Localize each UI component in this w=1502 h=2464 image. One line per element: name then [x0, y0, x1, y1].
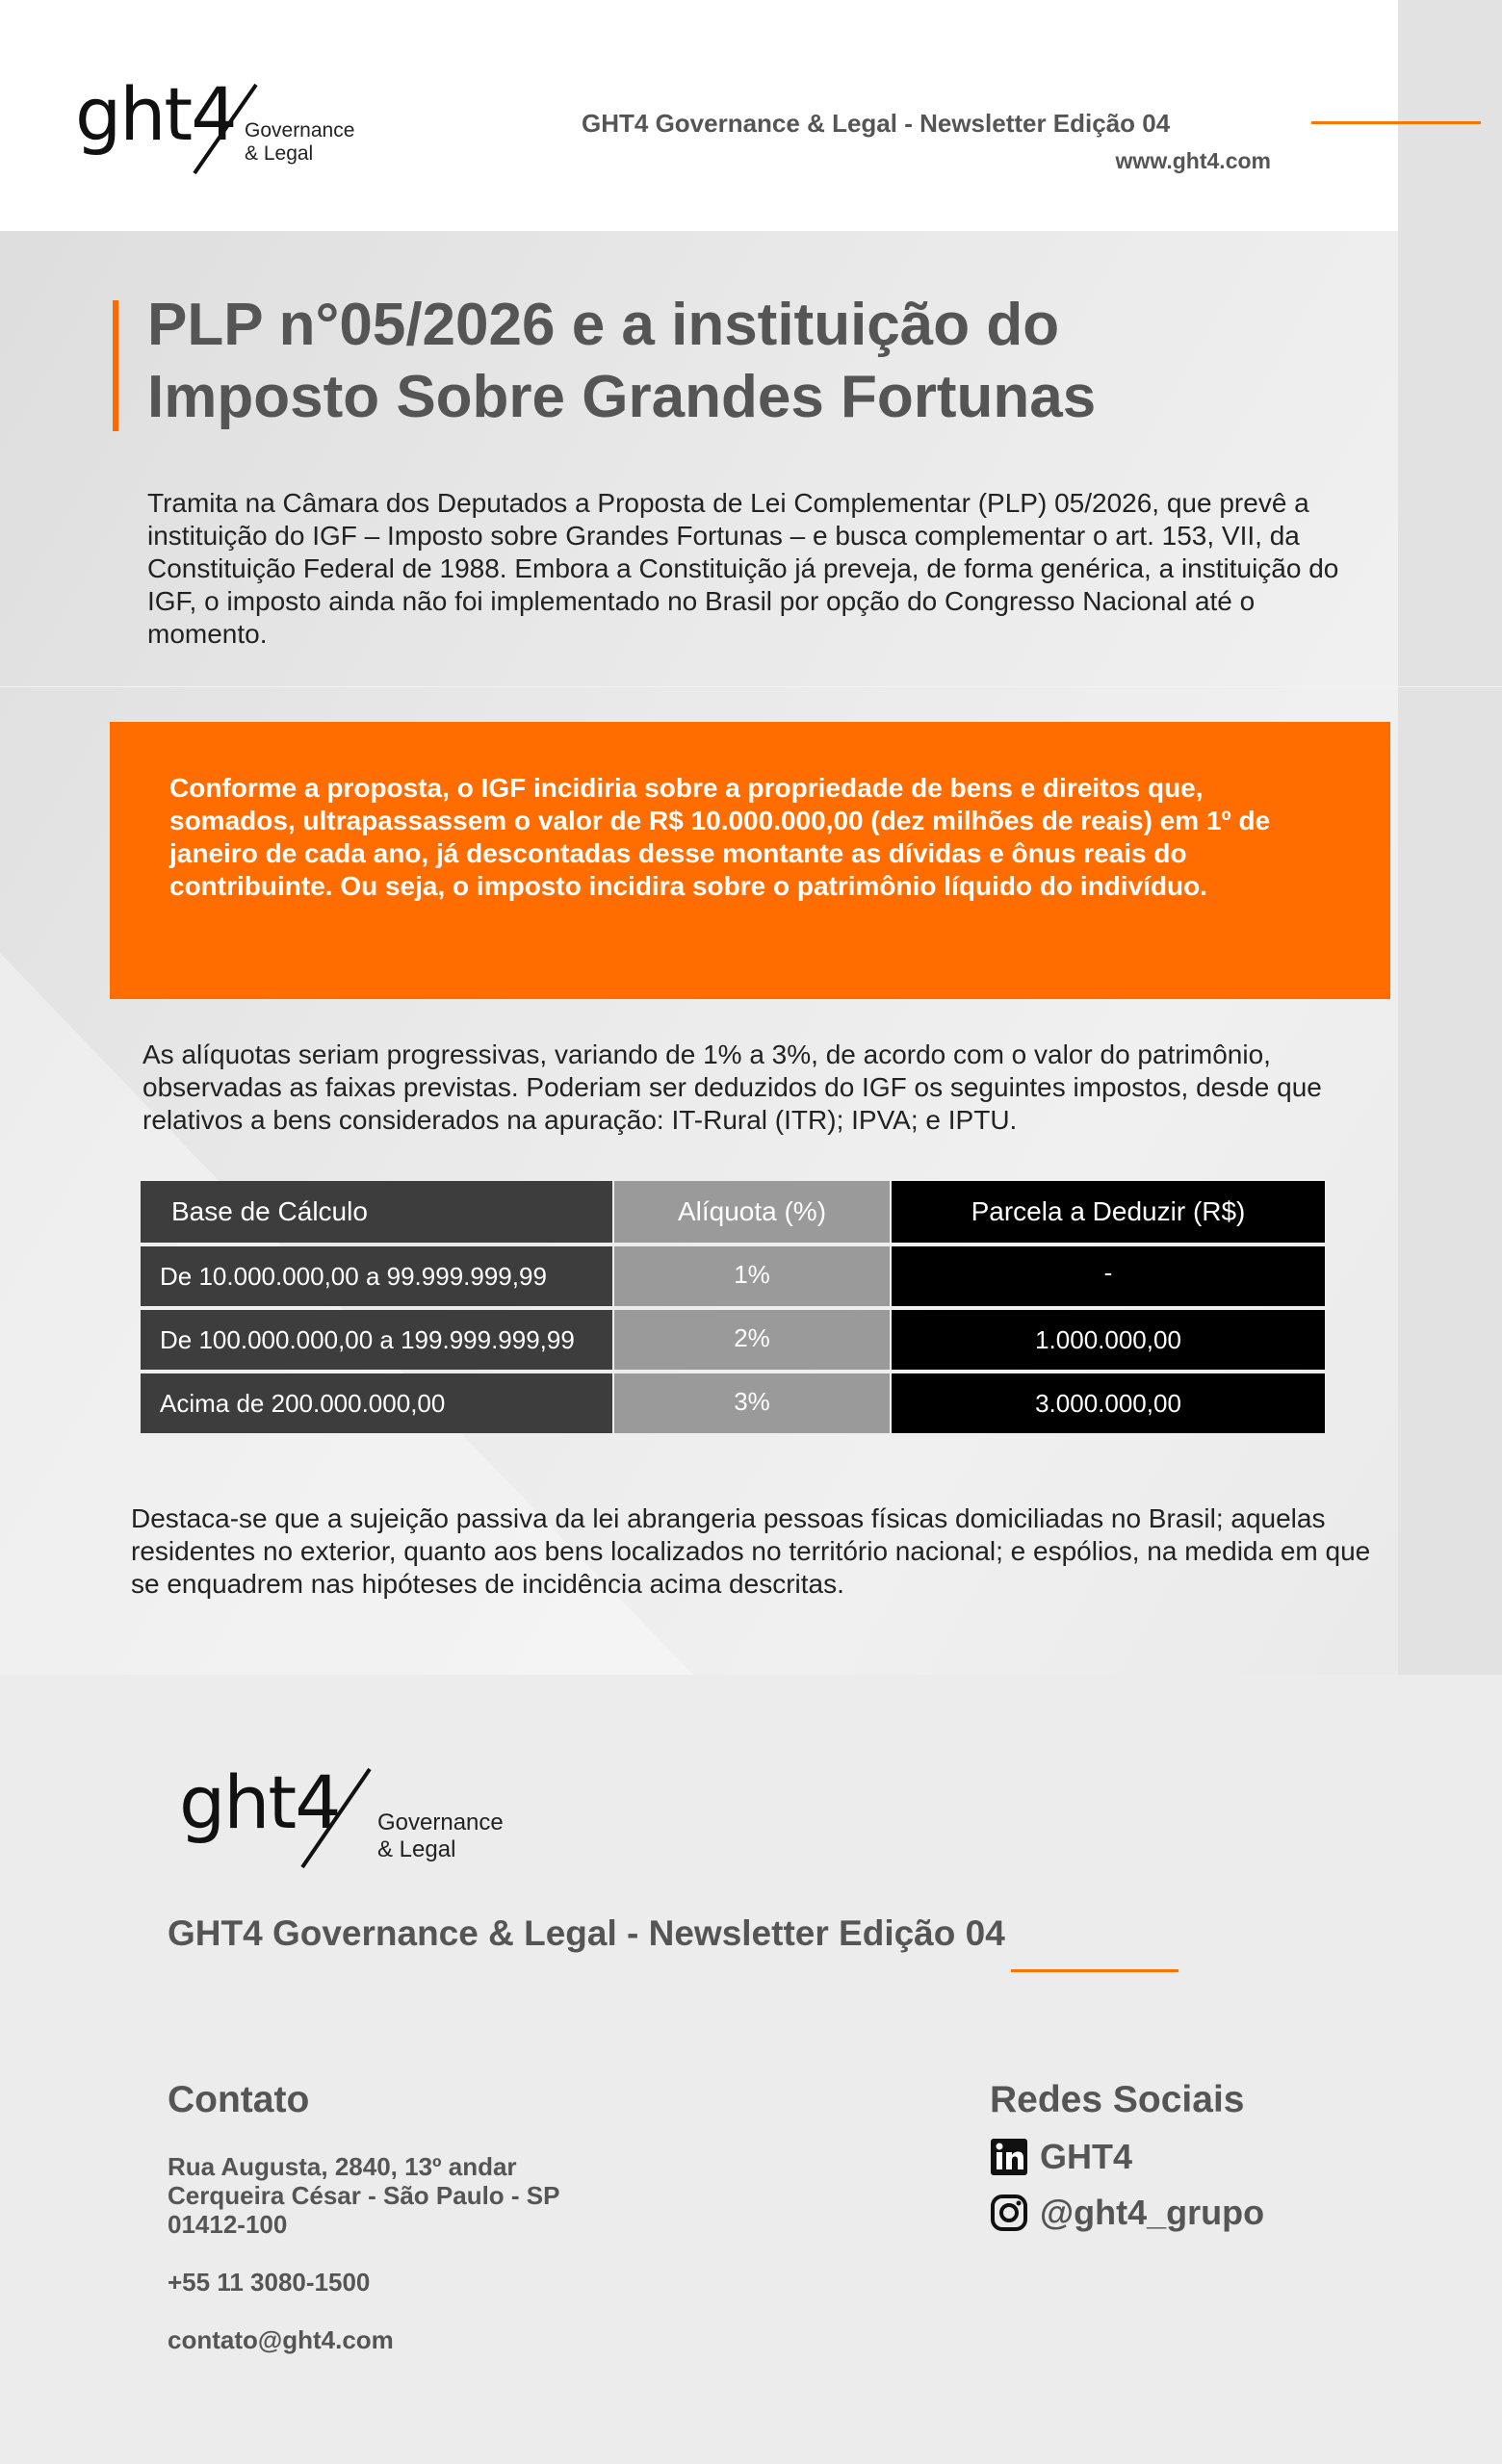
logo-wordmark: ght4 — [179, 1759, 340, 1845]
page-title: PLP n°05/2026 e a instituição do Imposto Sobre Grandes Fortunas — [147, 292, 1097, 430]
table-cell: - — [892, 1246, 1325, 1306]
tax-rate-table — [141, 1181, 1325, 1437]
header-accent-line — [1311, 121, 1481, 124]
email-link[interactable]: contato@ght4.com — [168, 2325, 394, 2354]
linkedin-label: GHT4 — [1040, 2137, 1133, 2176]
footer-newsletter-title: GHT4 Governance & Legal - Newsletter Edição 04 — [168, 1913, 1005, 1953]
header — [0, 0, 1398, 231]
right-decoration-strip — [1398, 0, 1502, 1675]
table-cell: 3% — [614, 1373, 890, 1433]
linkedin-icon — [990, 2138, 1028, 2176]
instagram-label: @ght4_grupo — [1040, 2193, 1265, 2232]
table-cell: 2% — [614, 1310, 890, 1370]
table-header-aliquota: Alíquota (%) — [614, 1181, 890, 1243]
logo-slash-icon — [293, 1765, 379, 1871]
table-header-base: Base de Cálculo — [141, 1181, 612, 1243]
phone-number[interactable]: +55 11 3080-1500 — [168, 2268, 371, 2297]
intro-paragraph: Tramita na Câmara dos Deputados a Proposta de Lei Complementar (PLP) 05/2026, que prevê a instituição do IGF – Imposto sobre Grandes Fortunas – e busca complementar o art. 153, VII, da Constituição Federal de 1988. Embora a Constituição já preveja, de forma genérica, a instituição do IGF, o imposto ainda não foi implementado no Brasil por opção do Congresso Nacional até o momento. — [147, 488, 1339, 649]
logo-subtitle: Governance & Legal — [377, 1810, 504, 1862]
logo-subtitle: Governance & Legal — [245, 119, 355, 166]
title-accent-bar — [113, 300, 118, 431]
address-line-1: Rua Augusta, 2840, 13º andar — [168, 2152, 517, 2181]
header-logo[interactable] — [75, 71, 383, 177]
instagram-icon — [990, 2194, 1028, 2232]
table-cell: 3.000.000,00 — [892, 1373, 1325, 1433]
highlight-text: Conforme a proposta, o IGF incidiria sobre a propriedade de bens e direitos que, somados, ultrapassassem o valor de R$ 10.000.000,00 (dez milhões de reais) em 1º de janeiro de cada ano, já descontadas desse montante as dívidas e ônus reais do contribuinte. Ou seja, o imposto incidira sobre o patrimônio líquido do indivíduo. — [169, 773, 1271, 901]
address-line-2: Cerqueira César - São Paulo - SP — [168, 2181, 560, 2210]
website-link[interactable]: www.ght4.com — [1115, 148, 1271, 173]
section-divider — [0, 686, 1502, 687]
instagram-link[interactable] — [990, 2193, 1264, 2233]
table-header-parcela: Parcela a Deduzir (R$) — [892, 1181, 1325, 1243]
table-cell: 1.000.000,00 — [892, 1310, 1325, 1370]
social-heading: Redes Sociais — [990, 2079, 1245, 2120]
table-cell: De 10.000.000,00 a 99.999.999,99 — [141, 1246, 612, 1306]
highlight-box — [110, 722, 1390, 999]
aliquotas-paragraph: As alíquotas seriam progressivas, variando de 1% a 3%, de acordo com o valor do patrimônio, observadas as faixas previstas. Poderiam ser deduzidos do IGF os seguintes impostos, desde que relativos a bens considerados na apuração: IT-Rural (ITR); IPVA; e IPTU. — [142, 1040, 1322, 1135]
footer-accent-line — [1011, 1969, 1178, 1972]
address-line-3: 01412-100 — [168, 2210, 288, 2239]
linkedin-link[interactable] — [990, 2137, 1132, 2177]
table-cell: De 100.000.000,00 a 199.999.999,99 — [141, 1310, 612, 1370]
logo-wordmark: ght4 — [75, 71, 236, 157]
table-cell: Acima de 200.000.000,00 — [141, 1373, 612, 1433]
footer-logo[interactable] — [179, 1759, 526, 1875]
destaca-paragraph: Destaca-se que a sujeição passiva da lei abrangeria pessoas físicas domiciliadas no Brasil; aquelas residentes no exterior, quanto aos bens localizados no território nacional; e espólios, na medida em que se enquadrem nas hipóteses de incidência acima descritas. — [131, 1503, 1371, 1599]
newsletter-title: GHT4 Governance & Legal - Newsletter Edição 04 — [582, 109, 1171, 138]
contact-heading: Contato — [168, 2079, 310, 2120]
table-cell: 1% — [614, 1246, 890, 1306]
